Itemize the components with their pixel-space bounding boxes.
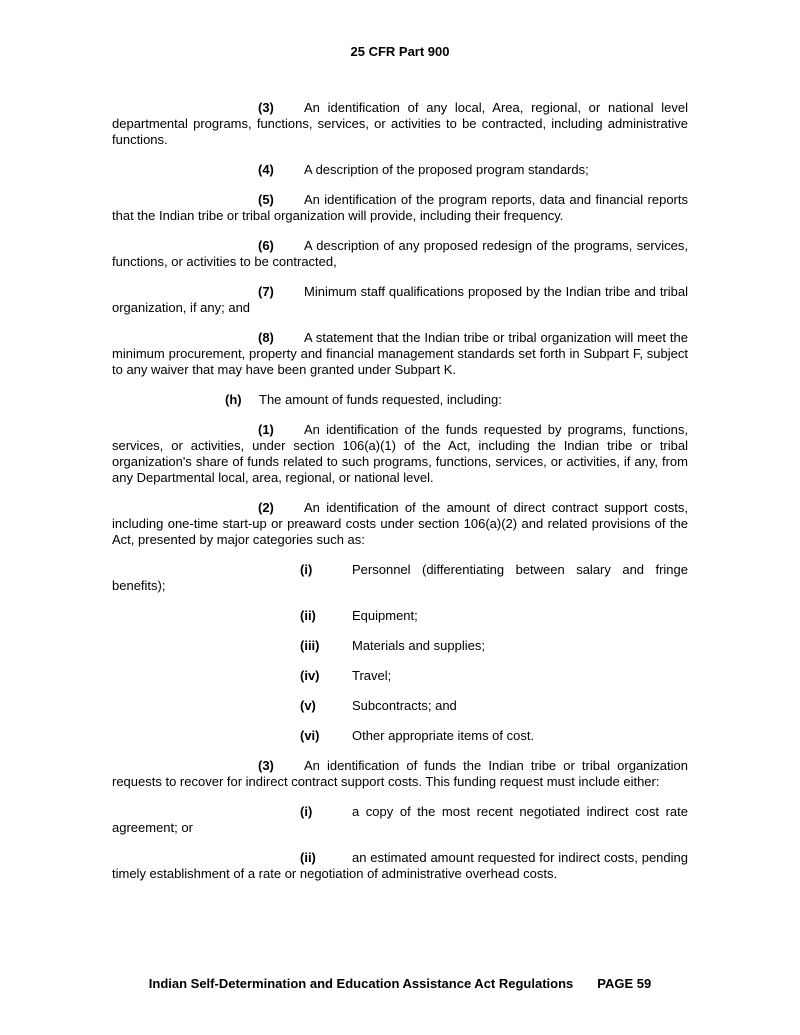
paragraph <box>112 238 688 270</box>
paragraph-label: (v) <box>300 698 316 713</box>
paragraph-label: (8) <box>258 330 274 345</box>
paragraph-text: An identification of the program reports, data and financial reports that the Indian tribe or tribal organization will provide, including their frequency. <box>112 192 688 223</box>
page-footer <box>0 976 800 992</box>
paragraph-label: (iii) <box>300 638 320 653</box>
paragraph-label: (vi) <box>300 728 320 743</box>
paragraph-text: Minimum staff qualifications proposed by the Indian tribe and tribal organization, if any; and <box>112 284 688 315</box>
paragraph-label: (ii) <box>300 608 316 623</box>
paragraph <box>112 728 688 744</box>
paragraph <box>112 804 688 836</box>
paragraph <box>112 668 688 684</box>
paragraph-text: A description of the proposed program standards; <box>304 162 589 177</box>
paragraph <box>112 284 688 316</box>
paragraph-label: (3) <box>258 758 274 773</box>
paragraph-text: A statement that the Indian tribe or tribal organization will meet the minimum procurement, property and financial management standards set forth in Subpart F, subject to any waiver that may have been granted under Subpart K. <box>112 330 688 377</box>
footer-page-number: PAGE 59 <box>597 976 652 991</box>
paragraph-label: (5) <box>258 192 274 207</box>
paragraph-text: an estimated amount requested for indirect costs, pending timely establishment of a rate or negotiation of administrative overhead costs. <box>112 850 688 881</box>
paragraph <box>112 500 688 548</box>
paragraph-text: A description of any proposed redesign of the programs, services, functions, or activities to be contracted, <box>112 238 688 269</box>
paragraph-label: (h) <box>225 392 242 407</box>
paragraph-text: Travel; <box>352 668 392 683</box>
paragraph-label: (6) <box>258 238 274 253</box>
paragraph <box>112 100 688 148</box>
paragraph-text: Personnel (differentiating between salary and fringe benefits); <box>112 562 688 593</box>
paragraph <box>112 562 688 594</box>
paragraph-label: (4) <box>258 162 274 177</box>
paragraph-text: Subcontracts; and <box>352 698 457 713</box>
paragraph <box>112 698 688 714</box>
paragraph-label: (ii) <box>300 850 316 865</box>
paragraph-label: (1) <box>258 422 274 437</box>
paragraph <box>112 638 688 654</box>
paragraph <box>112 608 688 624</box>
paragraph-label: (i) <box>300 804 313 819</box>
document-body <box>112 100 688 896</box>
paragraph-label: (i) <box>300 562 313 577</box>
paragraph-text: An identification of the funds requested by programs, functions, services, or activities, under section 106(a)(1) of the Act, including the Indian tribe or tribal organization's share of funds related to such programs, functions, services, or activities, if any, from any Departmental local, area, regional, or national level. <box>112 422 688 485</box>
paragraph-text: Materials and supplies; <box>352 638 485 653</box>
footer-title: Indian Self-Determination and Education Assistance Act Regulations <box>148 976 574 991</box>
paragraph-text: An identification of funds the Indian tribe or tribal organization requests to recover for indirect contract support costs. This funding request must include either: <box>112 758 688 789</box>
paragraph <box>112 192 688 224</box>
paragraph-text: An identification of the amount of direct contract support costs, including one-time start-up or preaward costs under section 106(a)(2) and related provisions of the Act, presented by major categories such as: <box>112 500 688 547</box>
paragraph-text: a copy of the most recent negotiated indirect cost rate agreement; or <box>112 804 688 835</box>
paragraph-text: Other appropriate items of cost. <box>352 728 535 743</box>
paragraph <box>112 422 688 486</box>
paragraph-text: Equipment; <box>352 608 418 623</box>
paragraph-label: (3) <box>258 100 274 115</box>
paragraph-label: (iv) <box>300 668 320 683</box>
paragraph <box>112 330 688 378</box>
paragraph <box>112 758 688 790</box>
paragraph-text: The amount of funds requested, including: <box>259 392 502 407</box>
paragraph <box>112 850 688 882</box>
paragraph-label: (2) <box>258 500 274 515</box>
paragraph <box>112 392 688 408</box>
paragraph-text: An identification of any local, Area, regional, or national level departmental programs, functions, services, or activities to be contracted, including administrative functions. <box>112 100 688 147</box>
paragraph <box>112 162 688 178</box>
page-header: 25 CFR Part 900 <box>350 44 450 59</box>
paragraph-label: (7) <box>258 284 274 299</box>
